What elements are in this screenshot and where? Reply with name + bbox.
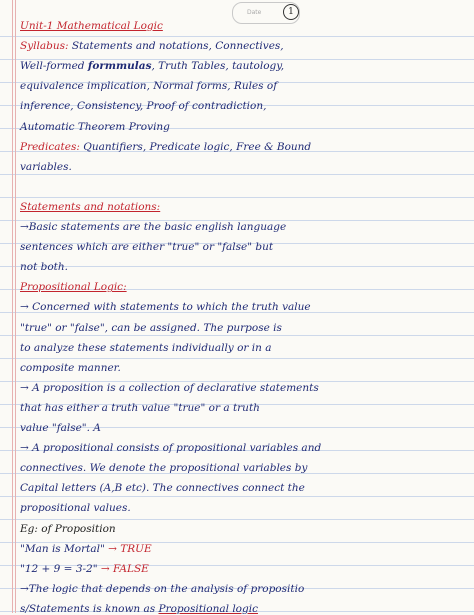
note-text: Statements and notations: xyxy=(20,200,161,213)
note-text: "true" or "false", can be assigned. The purpose is xyxy=(20,321,282,334)
note-line xyxy=(20,241,273,253)
note-text: Quantifiers, Predicate logic, Free & Bound xyxy=(83,140,312,153)
margin-line xyxy=(12,0,13,613)
note-line xyxy=(20,442,321,454)
page-number: 1 xyxy=(283,4,299,20)
note-line xyxy=(20,583,304,595)
note-line xyxy=(20,60,284,72)
note-text: "12 + 9 = 3-2" xyxy=(20,562,101,575)
note-text: propositional values. xyxy=(20,502,131,515)
note-text: composite manner. xyxy=(20,361,121,374)
note-text: Well-formed xyxy=(20,60,88,73)
note-line xyxy=(20,201,160,213)
note-line xyxy=(20,261,68,273)
note-line xyxy=(20,221,286,233)
note-text: connectives. We denote the propositional variables by xyxy=(20,462,308,475)
note-line xyxy=(20,523,116,535)
note-text: that has either a truth value "true" or a truth xyxy=(20,401,260,414)
note-text: s/Statements is known as xyxy=(20,602,159,615)
note-text: , Truth Tables, tautology, xyxy=(151,60,285,73)
note-text: Propositional Logic: xyxy=(20,281,127,294)
note-text: sentences which are either "true" or "false" but xyxy=(20,241,274,254)
note-line xyxy=(20,20,163,32)
stamp-label: Date xyxy=(247,9,262,16)
note-text: to analyze these statements individually or in a xyxy=(20,341,272,354)
note-text: → FALSE xyxy=(100,562,149,575)
note-text: inference, Consistency, Proof of contradiction, xyxy=(20,100,267,113)
note-text: variables. xyxy=(20,160,72,173)
note-line xyxy=(20,422,101,434)
note-line xyxy=(20,40,284,52)
note-text: → TRUE xyxy=(108,542,152,555)
note-text: Capital letters (A,B etc). The connectives connect the xyxy=(20,482,305,495)
note-line xyxy=(20,100,266,112)
note-line xyxy=(20,281,127,293)
note-line xyxy=(20,301,311,313)
note-text: Syllabus: xyxy=(20,40,72,53)
note-text: value "false". A xyxy=(20,422,101,434)
note-text: Propositional logic xyxy=(158,602,258,615)
note-line xyxy=(20,382,319,394)
note-line xyxy=(20,121,170,133)
note-line xyxy=(20,482,305,494)
note-text: → A proposition is a collection of declarative statements xyxy=(20,381,319,394)
note-line xyxy=(20,462,307,474)
note-text: → A propositional consists of propositional variables and xyxy=(20,442,322,455)
note-text: → Concerned with statements to which the truth value xyxy=(20,301,311,314)
note-text: equivalence implication, Normal forms, Rules of xyxy=(20,80,278,93)
note-text: formmulas xyxy=(87,60,152,73)
note-line xyxy=(20,502,131,514)
note-text: not both. xyxy=(20,261,69,274)
note-text: Predicates: xyxy=(20,140,84,153)
note-line xyxy=(20,543,152,555)
note-text: Unit-1 Mathematical Logic xyxy=(20,20,163,32)
note-line xyxy=(20,141,311,153)
note-line xyxy=(20,80,277,92)
note-text: Automatic Theorem Proving xyxy=(20,120,170,133)
note-line xyxy=(20,342,271,354)
note-text: →The logic that depends on the analysis of propositio xyxy=(20,582,305,595)
note-line xyxy=(20,161,72,173)
note-line xyxy=(20,563,149,575)
note-text: Eg: of Proposition xyxy=(20,522,116,535)
note-text: →Basic statements are the basic english language xyxy=(20,221,287,233)
note-text: "Man is Mortal" xyxy=(20,542,109,555)
note-line xyxy=(20,322,282,334)
note-line xyxy=(20,402,260,414)
note-line xyxy=(20,603,258,615)
note-text: Statements and notations, Connectives, xyxy=(71,40,284,53)
margin-line xyxy=(15,0,16,613)
note-line xyxy=(20,362,121,374)
